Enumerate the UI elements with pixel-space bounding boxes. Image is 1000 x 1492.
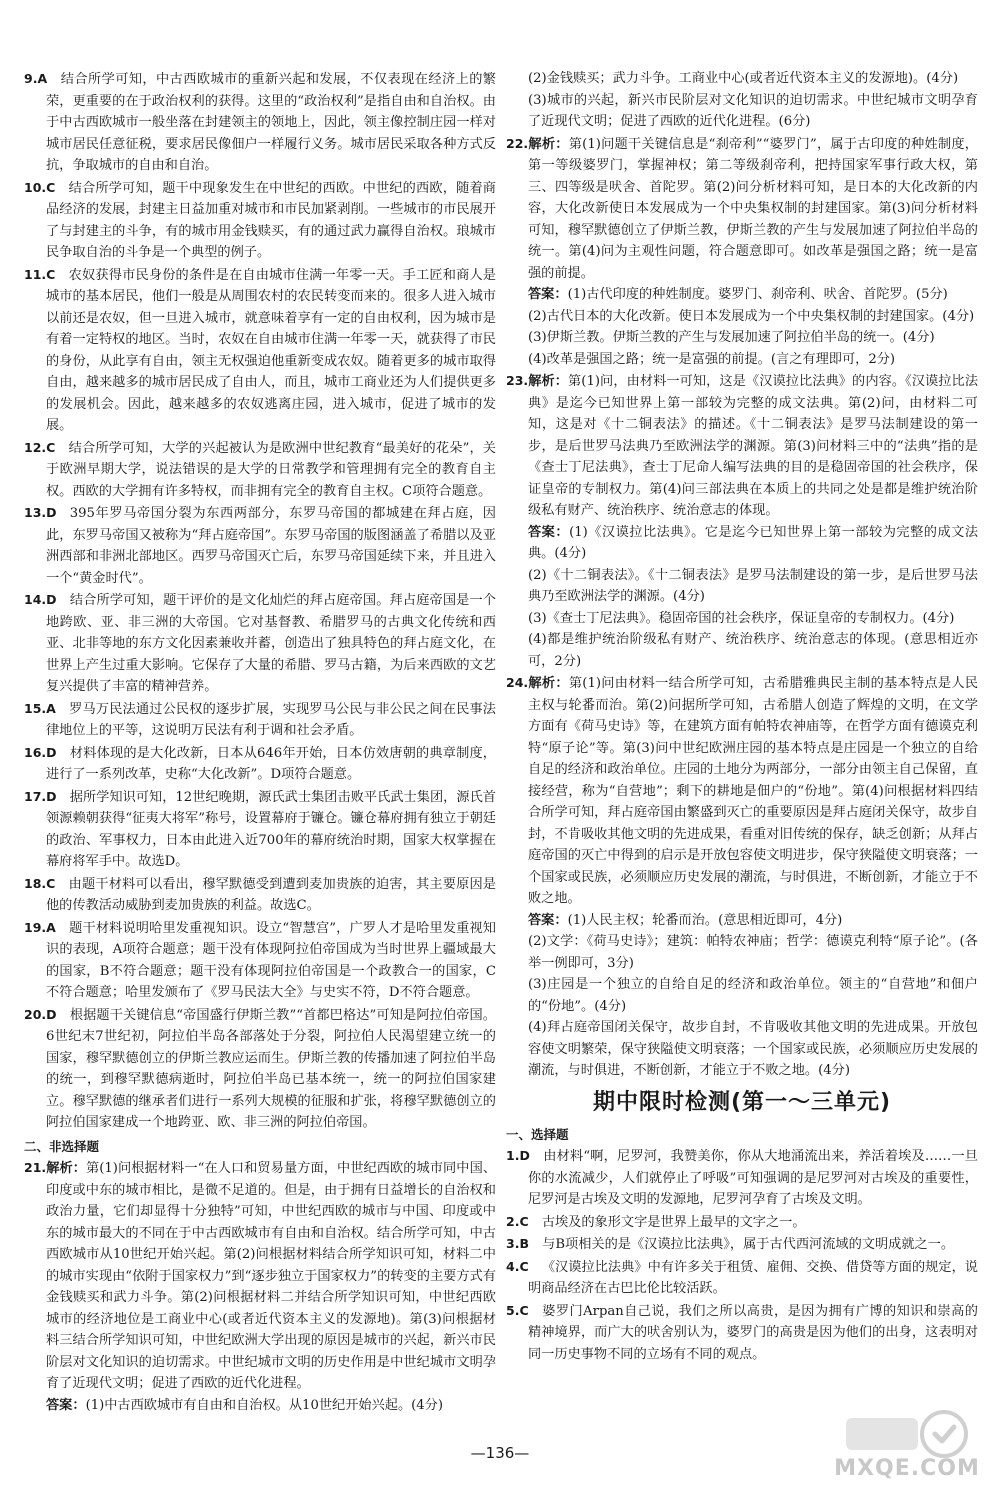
answer-explanation: 结合所学可知，大学的兴起被认为是欧洲中世纪教育“最美好的花朵”，关于欧洲早期大学，说法错误的是大学的日常教学和管理拥有完全的教育自主权。西欧的大学拥有许多特权，而非拥有完全的教育自主权。C项符合题意。 [46, 440, 496, 499]
analysis-label: 解析： [528, 136, 569, 152]
answer-explanation: 农奴获得市民身份的条件是在自由城市住满一年零一天。手工匠和商人是城市的基本居民，他们一般是从周围农村的农民转变而来的。很多人进入城市以前还是农奴，但一旦进入城市，就意味着享有一定的自由权利，因为城市是有着一定特权的地区。当时，农奴在自由城市住满一年零一天，就获得了市民的身份，从此享有自由，领主无权强迫他重新变成农奴。随着更多的城市取得自由，越来越多的城市居民成了自由人，而且，城市工商业还为人们提供更多的发展机会。因此，越来越多的农奴逃离庄园，进入城市，促进了城市的发展。 [46, 267, 496, 433]
answer-label: 答案： [528, 524, 570, 540]
question-number: 19.A [24, 919, 56, 935]
answer-label: 答案： [528, 912, 568, 928]
question-number: 20.D [24, 1006, 57, 1022]
unit-test-title: 期中限时检测(第一～三单元) [592, 1089, 892, 1115]
answer-22-line-2: (2)古代日本的大化改新。使日本发展成为一个中央集权制的封建国家。(4分) [528, 308, 975, 324]
answer-22-line-4: (4)改革是强国之路；统一是富强的前提。(言之有理即可，2分) [528, 351, 896, 367]
question-number: 23. [506, 373, 529, 388]
answer-explanation: 据所学知识可知，12世纪晚期，源氏武士集团击败平氏武士集团，源氏首领源赖朝获得“征夷大将军”称号，设置幕府于镰仓。镰仓幕府拥有独立于朝廷的政治、军事权力，日本由此进入近700年的幕府统治时期，国家大权掌握在幕府将军手中。故选D。 [46, 789, 496, 869]
answer-21-line-2: (2)金钱赎买；武力斗争。工商业中心(或者近代资本主义的发源地)。(4分) [528, 71, 959, 86]
mc-answer-item [506, 1233, 978, 1256]
question-number: 18.C [24, 875, 56, 891]
watermark-badge-icon [832, 1404, 982, 1460]
question-number: 21. [24, 1160, 47, 1175]
mc-answer-item [24, 264, 496, 437]
analysis-text: 第(1)问根据材料一“在人口和贸易量方面，中世纪西欧的城市同中国、印度或中东的城市相比，是微不足道的。但是，由于拥有日益增长的自治权和政治力量，它们却显得十分独特”可知，中世纪西欧的城市与中国、印度或中东的城市最大的不同在于中古西欧城市有自由和自治权。结合所学可知，中古西欧城市从10世纪开始兴起。第(2)问根据材料结合所学知识可知，材料二中的城市实现由“依附于国家权力”到“逐步独立于国家权力”的转变的主要方式有金钱赎买和武力斗争。第(2)问根据材料二并结合所学知识可知，中世纪西欧城市的经济地位是工商业中心(或者近代资本主义的发源地)。第(3)问根据材料三结合所学知识可知，中世纪欧洲大学出现的原因是城市的兴起，新兴市民阶层对文化知识的迫切需求。中世纪城市文明的历史作用是中世纪城市文明孕育了近现代文明；促进了西欧的近代化进程。 [46, 1161, 497, 1391]
section-heading-nonchoice: 二、非选择题 [24, 1138, 100, 1154]
mc-answer-item [24, 698, 496, 742]
question-21 [24, 1157, 496, 1395]
mc-answer-item [506, 1211, 978, 1234]
mc-answer-item [24, 917, 496, 1004]
mc-answer-item [506, 1300, 978, 1366]
question-number: 12.C [24, 439, 56, 455]
mc-answer-item [506, 1145, 978, 1211]
answer-explanation: 古埃及的象形文字是世界上最早的文字之一。 [541, 1214, 806, 1230]
answer-explanation: 与B项相关的是《汉谟拉比法典》，属于古代西河流域的文明成就之一。 [542, 1237, 955, 1252]
question-number: 1.D [506, 1148, 530, 1163]
analysis-label: 解析： [46, 1161, 87, 1176]
answer-24-line-2: (2)文学：《荷马史诗》；建筑：帕特农神庙；哲学：德谟克利特“原子论”。(各举一例即可，3分) [528, 934, 978, 971]
question-24 [506, 672, 978, 910]
answer-label: 答案： [528, 287, 568, 302]
question-number: 11.C [24, 266, 56, 282]
question-23 [506, 370, 978, 522]
answer-text: (1)人民主权；轮番而治。(意思相近即可，4分) [567, 912, 843, 928]
question-number: 17.D [24, 788, 57, 804]
answer-label: 答案： [46, 1397, 86, 1413]
answer-explanation: 结合所学可知，题干中现象发生在中世纪的西欧。中世纪的西欧，随着商品经济的发展，封建主日益加重对城市和市民加紧剥削。一些城市的市民展开了与封建主的斗争，有的城市用金钱赎买，有的通过武力赢得自治权。琅城市民争取自治的斗争是一个典型的例子。 [46, 180, 496, 260]
answer-explanation: 罗马万民法通过公民权的逐步扩展，实现罗马公民与非公民之间在民事法律地位上的平等，这说明万民法有利于调和社会矛盾。 [46, 701, 496, 738]
mc-answer-item [24, 873, 496, 917]
mc-answer-item [24, 786, 496, 873]
answer-23-line-4: (4)都是维护统治阶级私有财产、统治秩序、统治意志的体现。(意思相近亦可，2分) [528, 632, 978, 669]
watermark-text: MXQE.COM [834, 1456, 980, 1481]
question-22 [506, 133, 978, 285]
answer-explanation: 结合所学可知，题干评价的是文化灿烂的拜占庭帝国。拜占庭帝国是一个地跨欧、亚、非三洲的大帝国。它对基督教、希腊罗马的古典文化传统和西亚、北非等地的东方文化因素兼收并蓄，创造出了独具特色的拜占庭文化，在世界上产生过重大影响。它保存了大量的希腊、罗马古籍，为后来西欧的文艺复兴提供了丰富的精神营养。 [46, 593, 496, 694]
question-number: 16.D [24, 744, 57, 760]
question-number: 14.D [24, 592, 57, 607]
mc-answer-item [24, 177, 496, 264]
mc-answer-item [24, 1004, 496, 1134]
mc-answer-item [24, 589, 496, 698]
left-column [24, 68, 496, 1416]
answer-24-line-4: (4)拜占庭帝国闭关保守，故步自封，不肯吸收其他文明的先进成果。开放包容使文明繁荣，保守狭隘使文明衰落；一个国家或民族，必须顺应历史发展的潮流，与时俱进，不断创新，才能立于不败之地。(4分) [528, 1020, 978, 1078]
question-number: 24. [506, 675, 529, 690]
watermark-logo [832, 1404, 982, 1486]
answer-23-line-1 [506, 522, 978, 565]
question-number: 9.A [24, 71, 48, 86]
answer-explanation: 由材料“啊，尼罗河，我赞美你，你从大地涌流出来，养活着埃及……一旦你的水流减少，人们就停止了呼吸”可知强调的是尼罗河对古埃及的重要性，尼罗河是古埃及文明的发源地，尼罗河孕育了古埃及文明。 [528, 1149, 978, 1207]
answer-24-line-3: (3)庄园是一个独立的自给自足的经济和政治单位。领主的“自营地”和佃户的“份地”。(4分) [528, 977, 978, 1014]
answer-text: (1)古代印度的种姓制度。婆罗门、刹帝利、吠舍、首陀罗。(5分) [567, 287, 948, 302]
answer-explanation: 婆罗门Arpan自己说，我们之所以高贵，是因为拥有广博的知识和崇高的精神境界，而广大的吠舍别认为，婆罗门的高贵是因为他们的出身，这表明对同一历史事物不同的立场有不同的观点。 [528, 1303, 978, 1362]
right-column [506, 68, 978, 1365]
question-number: 10.C [24, 179, 56, 195]
answer-21-line-3: (3)城市的兴起，新兴市民阶层对文化知识的迫切需求。中世纪城市文明孕育了近现代文明；促进了西欧的近代化进程。(6分) [528, 92, 978, 129]
answer-explanation: 结合所学可知，中古西欧城市的重新兴起和发展，不仅表现在经济上的繁荣，更重要的在于政治权利的获得。这里的“政治权利”是指自由和自治权。由于中古西欧城市一般坐落在封建领主的领地上，因此，领主像控制庄园一样对城市居民任意征税，要求居民像佃户一样履行义务。城市居民采取各种方式反抗，争取城市的自由和自治。 [46, 72, 496, 173]
answer-explanation: 由题干材料可以看出，穆罕默德受到遭到麦加贵族的迫害，其主要原因是他的传教活动威胁到麦加贵族的利益。故选C。 [46, 876, 496, 913]
page-number: —136— [470, 1444, 530, 1462]
answer-24-line-1 [506, 910, 978, 932]
mc-answer-item [506, 1256, 978, 1300]
question-number: 4.C [506, 1258, 529, 1274]
mc-answer-item [24, 742, 496, 786]
section-heading-choice: 一、选择题 [506, 1126, 569, 1142]
analysis-text: 第(1)问由材料一结合所学可知，古希腊雅典民主制的基本特点是人民主权与轮番而治。第(2)问据所学可知，古希腊人创造了辉煌的文明，在文学方面有《荷马史诗》等，在建筑方面有帕特农神庙等，在哲学方面有德谟克利特“原子论”等。第(3)问中世纪欧洲庄园的基本特点是庄园是一个独立的自给自足的经济和政治单位。庄园的土地分为两部分，一部分由领主自己保留，直接经营，称为“自营地”；剩下的耕地是佃户的“份地”。第(4)问根据材料四结合所学可知，拜占庭帝国由繁盛到灭亡的重要原因是拜占庭闭关保守，故步自封，不肯吸收其他文明的先进成果，看重对旧传统的保存，缺乏创新；从拜占庭帝国的灭亡中得到的启示是开放包容使文明进步，保守狭隘使文明衰落；一个国家或民族，必须顺应历史发展的潮流，与时俱进，不断创新，才能立于不败之地。 [528, 676, 979, 906]
mc-answer-item [24, 68, 496, 177]
analysis-text: 第(1)问，由材料一可知，这是《汉谟拉比法典》的内容。《汉谟拉比法典》是迄今已知世界上第一部较为完整的成文法典。第(2)问，由材料二可知，这是对《十二铜表法》的描述。《十二铜表法》是罗马法制建设的第一步，是后世罗马法典乃至欧洲法学的渊源。第(3)问材料三中的“法典”指的是《查士丁尼法典》，查士丁尼命人编写法典的目的是稳固帝国的社会秩序，保证皇帝的专制权力。第(4)问三部法典在本质上的共同之处是都是维护统治阶级私有财产、统治秩序、统治意志的体现。 [528, 374, 979, 518]
left-mc-list [24, 68, 496, 1134]
question-number: 15.A [24, 700, 56, 716]
right-mc-list [506, 1145, 978, 1365]
question-number: 5.C [506, 1302, 529, 1318]
answer-22-line-1 [506, 284, 978, 306]
answer-22-line-3: (3)伊斯兰教。伊斯兰教的产生与发展加速了阿拉伯半岛的统一。(4分) [528, 330, 935, 345]
question-number: 22. [506, 135, 529, 151]
answer-explanation: 根据题干关键信息“帝国盛行伊斯兰教”“首都巴格达”可知是阿拉伯帝国。6世纪末7世纪初，阿拉伯半岛各部落处于分裂，阿拉伯人民渴望建立统一的国家，穆罕默德创立的伊斯兰教应运而生。伊斯兰教的传播加速了阿拉伯半岛的统一，到穆罕默德病逝时，阿拉伯半岛已基本统一，统一的阿拉伯国家建立。穆罕默德的继承者们进行一系列大规模的征服和扩张，将穆罕默德创立的阿拉伯国家建成一个地跨亚、欧、非三洲的阿拉伯帝国。 [46, 1007, 496, 1130]
answer-text: (1)中古西欧城市有自由和自治权。从10世纪开始兴起。(4分) [85, 1397, 444, 1413]
question-number: 13.D [24, 505, 57, 520]
answer-23-line-3: (3)《查士丁尼法典》。稳固帝国的社会秩序，保证皇帝的专制权力。(4分) [528, 610, 955, 626]
answer-explanation: 395年罗马帝国分裂为东西两部分，东罗马帝国的都城建在拜占庭，因此，东罗马帝国又被称为“拜占庭帝国”。东罗马帝国的版图涵盖了希腊以及亚洲西部和非洲北部地区。西罗马帝国灭亡后，东罗马帝国延续下来，并且进入一个“黄金时代”。 [46, 506, 496, 586]
answer-explanation: 《汉谟拉比法典》中有许多关于租赁、雇佣、交换、借贷等方面的规定，说明商品经济在古巴比伦比较活跃。 [528, 1259, 978, 1296]
analysis-label: 解析： [528, 374, 569, 389]
answer-explanation: 题干材料说明哈里发重视知识。设立“智慧宫”，广罗人才是哈里发重视知识的表现，A项符合题意；题干没有体现阿拉伯帝国成为当时世界上疆域最大的国家，B不符合题意；题干没有体现阿拉伯帝国是一个政教合一的国家，C不符合题意；哈里发颁布了《罗马民法大全》与史实不符，D不符合题意。 [46, 920, 496, 1000]
analysis-text: 第(1)问题干关键信息是“刹帝利”“婆罗门”，属于古印度的种姓制度，第一等级婆罗门，掌握神权；第二等级刹帝利，把持国家军事行政大权，第三、四等级是吠舍、首陀罗。第(2)问分析材料可知，是日本的大化改新的内容，大化改新使日本发展成为一个中央集权制的封建国家。第(3)问分析材料可知，穆罕默德创立了伊斯兰教，伊斯兰教的产生与发展加速了阿拉伯半岛的统一。第(4)问为主观性问题，符合题意即可。如改革是强国之路；统一是富强的前提。 [528, 136, 978, 281]
mc-answer-item [24, 502, 496, 589]
question-number: 2.C [506, 1213, 529, 1229]
answer-23-line-2: (2)《十二铜表法》。《十二铜表法》是罗马法制建设的第一步，是后世罗马法典乃至欧洲法学的渊源。(4分) [528, 567, 978, 604]
question-number: 3.B [506, 1236, 529, 1251]
answer-21-line-1 [24, 1395, 496, 1417]
answer-explanation: 材料体现的是大化改新，日本从646年开始，日本仿效唐朝的典章制度，进行了一系列改革，史称“大化改新”。D项符合题意。 [46, 745, 496, 782]
answer-text: (1)《汉谟拉比法典》。它是迄今已知世界上第一部较为完整的成文法典。(4分) [528, 524, 979, 561]
mc-answer-item [24, 437, 496, 503]
analysis-label: 解析： [528, 676, 569, 691]
